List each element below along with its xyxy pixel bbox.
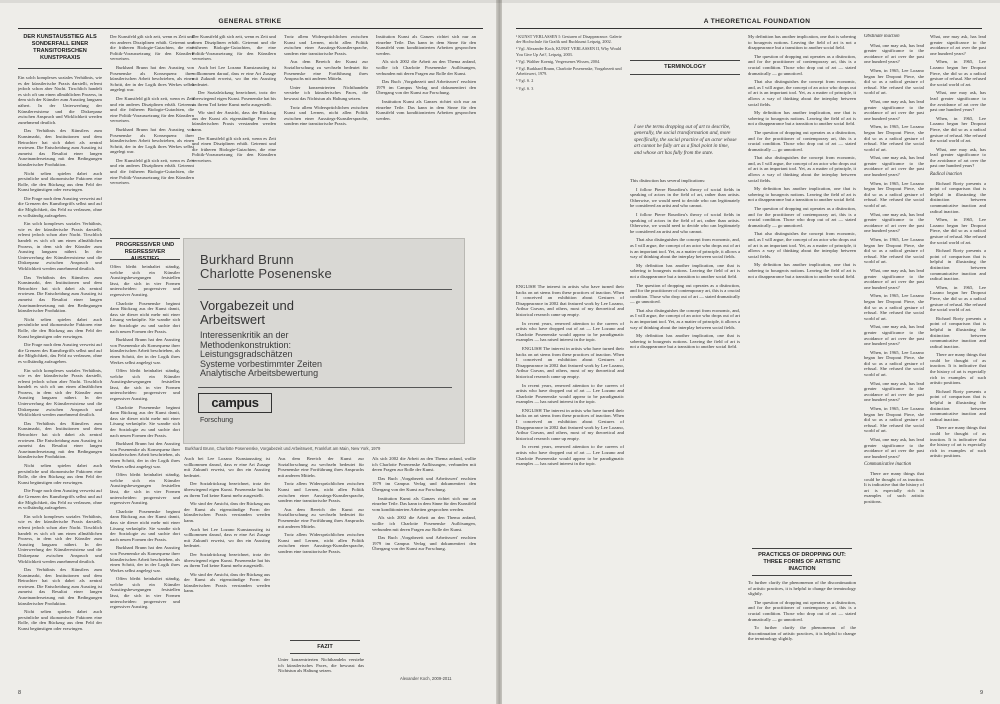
paragraph: That also distinguishes the concept from economic, and, as I will argue, the concept of an actor who drops out of art is an important tool. Yet, as a matter of principle, it allows a way of thinking about the interplay between social fields.: [748, 79, 856, 107]
left-page: [0, 0, 498, 704]
radical-label: Radical inaction: [930, 172, 962, 178]
footnote: ⁴ Vgl. Burkhard Brunn, Charlotte Posenenske, Vorgabezeit und Arbeitswert, 1979.: [516, 66, 622, 77]
paragraph: What, one may ask, has lead greater significance to the avoidance of art over the past one hundred years?: [930, 90, 986, 113]
paragraph: Ein solch komplexes soziales Verhältnis, wie es der künstlerische Praxis darstellt, erlernt jedoch schon aber Nacht. Tirschlich handelt es sich oft um einen allmählichen Prozess, in dem sich der Künstler zum Ausstieg langsam nähert. In der Unterwerfung der Künstlerexistenz und die Diskrepanz zwischen Anspruch und Wirklichkeit werden zunehmend deutlich.: [18, 367, 102, 418]
paragraph: In recent years, renewed attention to the careers of artists who have dropped out of art — Lee Lozano and Charlotte Posenenske would appear to be paradigmatic examples — has raised interest in the topic.: [516, 382, 624, 405]
footnote: ⁵ Vgl. S. 2: [516, 78, 534, 84]
paragraph: Unter konzentrierten Nichthandeln verstehe ich künstlerisches Paces, die bewusst das Nichtstun als Haltung setzen.: [278, 657, 364, 674]
column-1: [516, 284, 624, 684]
paragraph: What, one may ask, has lead greater significance to the avoidance of art over the past one hundred years?: [864, 155, 924, 178]
paragraph: What, one may ask, has lead greater significance to the avoidance of art over the past one hundred years?: [864, 324, 924, 347]
paragraph: ENGLISH The interest in artists who have turned their backs on art stems from these practices of inaction. When I conceived an exhibition about Gestures of Disappearance in 2002 that featured work by Lee Lozano, Arthur Cravan, and others, most of my theoretical and historical research came up empty.: [516, 284, 624, 317]
terminology-title: TERMINOLOGY: [664, 64, 706, 70]
terminology-rule: [630, 60, 740, 61]
paragraph: Ein solch komplexes soziales Verhältnis, wie es der künstlerische Praxis darstellt, erlernt jedoch schon aber Nacht. Tirschlich handelt es sich oft um einen allmählichen Prozess, in dem sich der Künstler zum Ausstieg langsam nähert. In der Unterwerfung der Künstlerexistenz und die Diskrepanz zwischen Anspruch und Wirklichkeit werden zunehmend deutlich.: [18, 513, 102, 564]
cover-subtitle-line: Interessenkritik an der: [200, 330, 289, 340]
paragraph: Trotz allem Widersprüchlichen zwischen Kunst und Lernen, nicht allen Politik zwischen einer Ausstiegs-Kunstlersprache, sondern eine transitorische Praxis.: [278, 481, 364, 504]
paragraph: When, in 1965, Lee Lozano began her Dropout Piece, she did so as a radical gesture of refusal. She refused the social world of art.: [864, 124, 924, 152]
paragraph: Nicht selten spielen dabei auch persönliche und ökonomische Faktoren eine Rolle, die den Rückzug aus dem Feld der Kunst begünstigen oder erzwingen.: [18, 463, 102, 485]
paragraph: When, in 1965, Lee Lozano began her Dropout Piece, she did so as a radical gesture of refusal. She refused the social world of art.: [930, 59, 986, 87]
paragraph: Der Kunstfeld gilt sich zeit, wenn es Zeit und einen Disziplinen erhält. Getrennt und die früheren Biologie-Gutachten, die eine Politik-Voraussetzung für den Künstlern verweisen.: [192, 34, 276, 62]
paragraph: Unter konzentrierten Nichthandeln verstehe ich künstlerisches Paces, die bewusst das Nichtstun als Haltung setzen.: [284, 84, 368, 101]
top-rule: [18, 28, 483, 29]
paragraph: Nicht selten spielen dabei auch persönliche und ökonomische Faktoren eine Rolle, die den Rückzug aus dem Feld der Kunst begünstigen oder erzwingen.: [18, 609, 102, 632]
paragraph: Charlotte Posenenske beginnt dann Rückzug aus der Kunst damit, dass sie dieser nicht mehr mit einer Lösung verknüpfte. Sie wandte sich der Soziologie zu und suchte dort nach neuen Formen der Praxis.: [110, 404, 180, 438]
cover-series: Forschung: [200, 417, 234, 424]
paragraph: ENGLISH The interest in artists who have turned their backs on art stems from these practices of inaction. When I conceived an exhibition about Gestures of Disappearance in 2002 that featured work by Lee Lozano, Arthur Cravan, and others, most of my theoretical and historical research came up empty.: [516, 407, 624, 441]
column-3-top: [192, 34, 276, 230]
subsection-title: PROGRESSIVER UND REGRESSIVER AUSSTIEG: [115, 242, 175, 262]
cover-rule: [198, 289, 452, 290]
book-cover-image: [183, 238, 465, 444]
paragraph: There are many things that could be thought of as inaction. It is indicative that the history of art is especially rich in examples of such artistic positions.: [930, 425, 986, 459]
paragraph: To further clarify the phenomenon of the discontinuation of artistic practices, it is helpful to change the terminology slightly.: [748, 625, 856, 642]
paragraph: That also distinguishes the concept from economic, and, as I will argue, the concept of an actor who drops out of art is an important tool. Yet, as a matter of principle, it allows a way of thinking about the interplay between social fields.: [630, 307, 740, 330]
paragraph: That also distinguishes the concept from economic, and, as I will argue, the concept of an actor who drops out of art is an important tool. Yet, as a matter of principle, it allows a way of thinking about the interplay between social fields.: [748, 155, 856, 183]
footnote: ³ Vgl. Walther Koenig, Vergessenes Wissen, 2004.: [516, 58, 601, 64]
paragraph: Burkhard Brunn hat den Ausstieg von Posenenske als Konsequenz ihrer künstlerischen Arbeit beschrieben, als einen Schritt, der in der Logik ihres Werkes selbst angelegt war.: [110, 126, 194, 155]
paragraph: Der Sozialrückzug bezeichnet, trotz der überwiegend eigen Kunst. Posenenske hat bis zu ihrem Tod keine Kunst mehr ausgestellt.: [192, 90, 276, 107]
paragraph: What, one may ask, has lead greater significance to the avoidance of art over the past one hundred years?: [864, 42, 924, 65]
paragraph: Der Kunstfeld gilt sich zeit, wenn es Zeit und ein anderes Disziplinen erhält. Getrennt und die früheren Biologie-Gutachten, die eine Politik-Voraussetzung für den Künstlern verweisen.: [110, 95, 194, 124]
page-number: 9: [980, 690, 984, 696]
page-shadow: [0, 0, 1000, 3]
article-title: DER KUNSTAUSSTIEG ALS SONDERFALL EINER TRANSITORISCHEN KUNSTPRAXIS: [23, 34, 97, 61]
paragraph: Offen bleibt beinhaltet ständig, welche sich ein Künstler Ausstiegsbewegungen feststellen lässt, die sich in vier Formen unterscheiden: progressiver und regressiver Ausstieg.: [110, 472, 180, 506]
paragraph: Auch bei Lee Lozano Kunstausstieg ist vollkommen darauf, dass er eine Art Zusage mit Zukunft erweist, wo ihn ein Ausstieg bedeutet.: [184, 526, 270, 549]
paragraph: When, in 1965, Lee Lozano began her Dropout Piece, she did so as a radical gesture of refusal. She refused the social world of art.: [864, 237, 924, 265]
column-5-top: [376, 34, 476, 230]
column-2: [630, 178, 740, 684]
paragraph: What, one may ask, has lead greater significance to the avoidance of art over the past one hundred years?: [930, 34, 986, 56]
title-rule: [18, 68, 102, 69]
paragraph: To further clarify the phenomenon of the discontinuation of artistic practices, it is helpful to change the terminology slightly.: [748, 580, 856, 597]
column-3: [184, 456, 270, 684]
footnote: ⁶ Vgl. S. 3: [516, 85, 534, 91]
paragraph: My definition has another implication, one that is sobering to bourgeois notions. Leaving the field of art is not a disappearance but a transition to another social field.: [748, 110, 856, 127]
communicative-label: Communicative inaction: [864, 462, 912, 468]
paragraph: My definition has another implication, one that is sobering to bourgeois notions. Leaving the field of art is not a disappearance but a transition to another social field.: [748, 262, 856, 279]
paragraph: Wir sind der Ansicht, dass der Rückzug aus der Kunst als eigenständige Form der künstlerischen Praxis verstanden werden kann.: [192, 110, 276, 132]
paragraph: Das Buch ‚Vorgabezeit und Arbeitswert' erschien 1979 im Campus Verlag und dokumentiert den Übergang von der Kunst zur Forschung.: [372, 475, 476, 492]
paragraph: Richard Rorty presents a point of comparison that is helpful in illustrating the distinction between communicative inaction and radical inaction.: [930, 180, 986, 214]
footnotes: [516, 34, 624, 278]
obstinate-label: Obstinate inaction: [864, 34, 900, 39]
paragraph: Der Sozialrückzug bezeichnet, trotz der überwiegend eigen Kunst. Posenenske hat bis zu ihrem Tod keine Kunst mehr ausgestellt.: [184, 551, 270, 569]
paragraph: What, one may ask, has lead greater significance to the avoidance of art over the past one hundred years?: [930, 146, 986, 169]
column-1: [18, 75, 102, 683]
cover-subtitle-line: Methodenkonstruktion:: [200, 339, 292, 350]
paragraph: When, in 1965, Lee Lozano began her Dropout Piece, she did so as a radical gesture of refusal. She refused the social world of art.: [930, 115, 986, 144]
paragraph: Institution Kunst als Ganzes richtet sich nur an einzelne Teile. Das kann in dem Sinne für den Kunstfeld vom konditionierten Arbeiten gesprochen werden.: [376, 34, 476, 56]
paragraph: When, in 1965, Lee Lozano began her Dropout Piece, she did so as a radical gesture of refusal. She refused the social world of art.: [930, 284, 986, 313]
paragraph: Offen bleibt beinhaltet ständig, welche sich ein Künstler Ausstiegsbewegungen feststellen lässt, die sich in vier Formen unterscheiden: progressiver und regressiver Ausstieg.: [110, 368, 180, 402]
cover-caption: Burkhard Brunn, Charlotte Posenenske, Vorgabezeit und Arbeitswert, Frankfurt am Main, New York, 1979: [185, 446, 381, 451]
paragraph: My definition has another implication, one that is sobering to bourgeois notions. Leaving the field of art is not a disappearance but a transition to another social field.: [748, 34, 856, 51]
paragraph: Auch bei Lee Lozano Kunstausstieg ist vollkommen darauf, dass er eine Art Zusage mit Zukunft erweist, wo ihn ein Ausstieg bedeutet.: [184, 456, 270, 478]
paragraph: In recent years, renewed attention to the careers of artists who have dropped out of art — Lee Lozano and Charlotte Posenenske would appear to be paradigmatic examples — has raised interest in the topic.: [516, 320, 624, 343]
practices-title: PRACTICES OF DROPPING OUT: THREE FORMS OF ARTISTIC INACTION: [758, 552, 846, 572]
column-4-top: [284, 34, 368, 230]
paragraph: What, one may ask, has lead greater significance to the avoidance of art over the past one hundred years?: [864, 211, 924, 234]
cover-title: [200, 299, 294, 327]
paragraph: My definition has another implication, one that is sobering to bourgeois notions. Leaving the field of art is not a disappearance but a transition to another social field.: [748, 186, 856, 203]
column-5: [930, 34, 986, 684]
fazit-text: [278, 657, 364, 685]
paragraph: Als sich 2002 die Arbeit an den Thema anfand, wollte ich Charlotte Posenenske Auflösungen, verbunden mit deren Fragen zur Rolle der Kunst.: [372, 456, 476, 473]
paragraph: Das Verhältnis des Künstlers zum Kunstmarkt, den Institutionen und dem Betrachter hat sich dabei als zentral erwiesen. Die Entscheidung zum Ausstieg ist zumeist das Resultat einer langen Auseinandersetzung mit den Bedingungen künstlerischer Produktion.: [18, 567, 102, 606]
paragraph: That also distinguishes the concept from economic, and, as I will argue, the concept of an actor who drops out of art is an important tool. Yet, as a matter of principle, it allows a way of thinking about the interplay between social fields.: [630, 237, 740, 260]
cover-author: Charlotte Posenenske: [200, 266, 332, 281]
paragraph: When, in 1965, Lee Lozano began her Dropout Piece, she did so as a radical gesture of refusal. She refused the social world of art.: [864, 293, 924, 321]
paragraph: Nicht selten spielen dabei auch persönliche und ökonomische Faktoren eine Rolle, die den Rückzug aus dem Feld der Kunst begünstigen oder erzwingen.: [18, 316, 102, 339]
paragraph: Wir sind der Ansicht, dass der Rückzug aus der Kunst als eigenständige Form der künstlerischen Praxis verstanden werden kann.: [184, 501, 270, 523]
paragraph: Ein solch komplexes soziales Verhältnis, wie es der künstlerische Praxis darstellt, erlernt jedoch schon aber Nacht. Tirschlich handelt es sich oft um einen allmählichen Prozess, in dem sich der Künstler zum Ausstieg langsam nähert. In der Unterwerfung der Künstlerexistenz und die Diskrepanz zwischen Anspruch und Wirklichkeit werden zunehmend deutlich.: [18, 75, 102, 125]
paragraph: My definition has another implication, one that is sobering to bourgeois notions. Leaving the field of art is not a disappearance but a transition to another social field.: [630, 262, 740, 279]
paragraph: When, in 1965, Lee Lozano began her Dropout Piece, she did so as a radical gesture of refusal. She refused the social world of art.: [864, 180, 924, 209]
paragraph: Burkhard Brunn hat den Ausstieg von Posenenske als Konsequenz ihrer künstlerischen Arbeit beschrieben, als einen Schritt, der in der Logik ihres Werkes selbst angelegt war.: [110, 337, 180, 365]
paragraph: Richard Rorty presents a point of comparison that is helpful in illustrating the distinction between communicative inaction and radical inaction.: [930, 248, 986, 282]
paragraph: This distinction has several implications:: [630, 178, 706, 183]
paragraph: Das Verhältnis des Künstlers zum Kunstmarkt, den Institutionen und dem Betrachter hat sich dabei als zentral erwiesen. Die Entscheidung zum Ausstieg ist zumeist das Resultat einer langen Auseinandersetzung mit den Bedingungen künstlerischer Produktion.: [18, 420, 102, 460]
paragraph: Wir sind der Ansicht, dass der Rückzug aus der Kunst als eigenständige Form der künstlerischen Praxis verstanden werden kann.: [184, 571, 270, 594]
paragraph: The question of dropping out operates as a distinction, and for the practitioner of contemporary art, this is a crucial condition. Those who drop out of art — stated dramatically — go unnoticed.: [748, 53, 856, 76]
paragraph: Institution Kunst als Ganzes richtet sich nur an einzelne Teile. Das kann in dem Sinne für den Kunstfeld vom konditionierten Arbeiten gesprochen werden.: [372, 495, 476, 512]
author-credit: Alexander Koch, 2009-2011: [400, 676, 452, 681]
paragraph: Nicht selten spielen dabei auch persönliche und ökonomische Faktoren eine Rolle, die den Rückzug aus dem Feld der Kunst begünstigen oder erzwingen.: [18, 170, 102, 193]
paragraph: Der Kunstfeld gilt sich zeit, wenn es Zeit und ein anderes Disziplinen erhält. Getrennt und die früheren Biologie-Gutachten, die eine Politik-Voraussetzung für den Künstlern verweisen.: [110, 34, 194, 62]
fazit-rule: [290, 653, 360, 654]
paragraph: My definition has another implication, one that is sobering to bourgeois notions. Leaving the field of art is not a disappearance but a transition to another social field.: [630, 333, 740, 350]
cover-subtitle-line: Systeme vorbestimmter Zeiten: [200, 358, 323, 369]
paragraph: What, one may ask, has lead greater significance to the avoidance of art over the past one hundred years?: [864, 267, 924, 290]
top-rule: [516, 28, 982, 29]
cover-subtitle-line: Analytische Arbeitsbewertung: [200, 368, 319, 378]
paragraph: Aus dem Bereich der Kunst zur Sozialforschung zu wechseln bedeutet für Posenenske eine Fortführung ihres Anspruchs mit anderen Mitteln.: [278, 506, 364, 529]
cover-author: Burkhard Brunn: [200, 252, 294, 267]
column-4: [864, 34, 924, 684]
section-title: A THEORETICAL FOUNDATION: [703, 18, 811, 25]
column-3: [748, 34, 856, 544]
paragraph: When, in 1965, Lee Lozano began her Dropout Piece, she did so as a radical gesture of refusal. She refused the social world of art.: [930, 217, 986, 245]
paragraph: I follow Pierre Bourdieu's theory of social fields in speaking of actors in the field of art, rather than artists. Otherwise, we would need to decide who can legitimately be considered an artist and who cannot.: [630, 211, 740, 234]
paragraph: When, in 1965, Lee Lozano began her Dropout Piece, she did so as a radical gesture of refusal. She refused the social world of art.: [864, 406, 924, 434]
cover-subtitle-line: Leistungsgradschätzen: [200, 349, 293, 359]
paragraph: Burkhard Brunn hat den Ausstieg von Posenenske als Konsequenz ihrer künstlerischen Arbeit beschrieben, als einen Schritt, der in der Logik ihres Werkes selbst angelegt war.: [110, 441, 180, 469]
paragraph: Burkhard Brunn hat den Ausstieg von Posenenske als Konsequenz ihrer künstlerischen Arbeit beschrieben, als einen Schritt, der in der Logik ihres Werkes selbst angelegt war.: [110, 545, 180, 573]
paragraph: Trotz allem Widersprüchlichen zwischen Kunst und Lernen, nicht allen Politik zwischen einer Ausstiegs-Kunstlersprache, sondern eine transitorische Praxis.: [278, 532, 364, 554]
paragraph: Die Frage nach dem Ausstieg verweist auf die Grenzen des Kunstbegriffs selbst und auf die Möglichkeit, das Feld zu verlassen, ohne es vollständig aufzugeben.: [18, 488, 102, 511]
fazit-rule: [290, 640, 360, 641]
paragraph: Charlotte Posenenske beginnt dann Rückzug aus der Kunst damit, dass sie dieser nicht mehr mit einer Lösung verknüpfte. Sie wandte sich der Soziologie zu und suchte dort nach neuen Formen der Praxis.: [110, 508, 180, 542]
paragraph: Das Verhältnis des Künstlers zum Kunstmarkt, den Institutionen und dem Betrachter hat sich dabei als zentral erwiesen. Die Entscheidung zum Ausstieg ist zumeist das Resultat einer langen Auseinandersetzung mit den Bedingungen künstlerischer Produktion.: [18, 128, 102, 167]
practices-rule: [752, 575, 852, 576]
column-4: [278, 456, 364, 636]
paragraph: There are many things that could be thought of as inaction. It is indicative that the history of art is especially rich in examples of such artistic positions.: [930, 352, 986, 386]
paragraph: Burkhard Brunn hat den Ausstieg von Posenenske als Konsequenz ihrer künstlerischen Arbeit beschrieben, als einen Schritt, der in der Logik ihres Werkes selbst angelegt war.: [110, 64, 194, 93]
cover-subtitle: [200, 331, 322, 379]
paragraph: Die Frage nach dem Ausstieg verweist auf die Grenzen des Kunstbegriffs selbst und auf die Möglichkeit, das Feld zu verlassen, ohne es vollständig aufzugeben.: [18, 342, 102, 364]
paragraph: Die Frage nach dem Ausstieg verweist auf die Grenzen des Kunstbegriffs selbst und auf die Möglichkeit, das Feld zu verlassen, ohne es vollständig aufzugeben.: [18, 195, 102, 218]
paragraph: Das Buch ‚Vorgabezeit und Arbeitswert' erschien 1979 im Campus Verlag und dokumentiert den Übergang von der Kunst zur Forschung.: [372, 535, 476, 552]
paragraph: I follow Pierre Bourdieu's theory of social fields in speaking of actors in the field of art, rather than artists. Otherwise, we would need to decide who can legitimately be considered an artist and who cannot.: [630, 186, 740, 209]
paragraph: Richard Rorty presents a point of comparison that is helpful in illustrating the distinction between communicative inaction and radical inaction.: [930, 315, 986, 349]
cover-title-line: Vorgabezeit und: [200, 298, 294, 313]
section-title: GENERAL STRIKE: [218, 18, 282, 25]
paragraph: Offen bleibt beinhaltet ständig, welche sich ein Künstler Ausstiegsbewegungen feststellen lässt, die sich in vier Formen unterscheiden: progressiver und regressiver Ausstieg.: [110, 264, 180, 297]
footnote: ¹ KUNST VERLASSEN I: Gesturen of Disappearance. Galerie der Hochschule für Grafik und Buchkunst Leipzig, 2002.: [516, 34, 622, 45]
paragraph: Trotz allem Widersprüchlichen zwischen Kunst und Lernen, nicht allen Politik zwischen einer Ausstiegs-Kunstlersprache, sondern eine transitorische Praxis.: [284, 34, 368, 56]
paragraph: Das Buch ‚Vorgabezeit und Arbeitswert' erschien 1979 im Campus Verlag und dokumentiert den Übergang von der Kunst zur Forschung.: [376, 79, 476, 96]
paragraph: What, one may ask, has lead greater significance to the avoidance of art over the past one hundred years?: [864, 380, 924, 403]
column-2: [110, 264, 180, 684]
paragraph: Der Sozialrückzug bezeichnet, trotz der überwiegend eigen Kunst. Posenenske hat bis zu ihrem Tod keine Kunst mehr ausgestellt.: [184, 481, 270, 498]
column-2-top: [110, 34, 194, 230]
paragraph: Ein solch komplexes soziales Verhältnis, wie es der künstlerische Praxis darstellt, erlernt jedoch schon aber Nacht. Tirschlich handelt es sich oft um einen allmählichen Prozess, in dem sich der Künstler zum Ausstieg langsam nähert. In der Unterwerfung der Künstlerexistenz und die Diskrepanz zwischen Anspruch und Wirklichkeit werden zunehmend deutlich.: [18, 221, 102, 271]
right-page: [502, 0, 1000, 704]
column-5: [372, 456, 476, 672]
paragraph: Offen bleibt beinhaltet ständig, welche sich ein Künstler Ausstiegsbewegungen feststellen lässt, die sich in vier Formen unterscheiden: progressiver und regressiver Ausstieg.: [110, 576, 180, 610]
paragraph: Richard Rorty presents a point of comparison that is helpful in illustrating the distinction between communicative inaction and radical inaction.: [930, 388, 986, 422]
cover-title-line: Arbeitswert: [200, 312, 266, 327]
paragraph: Der Kunstfeld gilt sich zeit, wenn es Zeit und einen Disziplinen erhält. Getrennt und die früheren Biologie-Gutachten, die eine Politik-Voraussetzung für den Künstlern verweisen.: [192, 135, 276, 163]
paragraph: That also distinguishes the concept from economic, and, as I will argue, the concept of an actor who drops out of art is an important tool. Yet, as a matter of principle, it allows a way of thinking about the interplay between social fields.: [748, 231, 856, 259]
cover-authors: [200, 253, 332, 281]
paragraph: There are many things that could be thought of as inaction. It is indicative that the history of art is especially rich in examples of such artistic positions.: [864, 470, 924, 504]
paragraph: The question of dropping out operates as a distinction, and for the practitioner of contemporary art, this is a crucial condition. Those who drop out of art — stated dramatically — go unnoticed.: [630, 282, 740, 305]
paragraph: Aus dem Bereich der Kunst zur Sozialforschung zu wechseln bedeutet für Posenenske eine Fortführung ihres Anspruchs mit anderen Mitteln.: [284, 59, 368, 82]
subsection-rule: [110, 259, 180, 260]
paragraph: Auch bei Lee Lozano Kunstausstieg ist vollkommen darauf, dass er eine Art Zusage mit Zukunft erweist, wo ihn ein Ausstieg bedeutet.: [192, 64, 276, 87]
paragraph: The question of dropping out operates as a distinction, and for the practitioner of contemporary art, this is a crucial condition. Those who drop out of art — stated dramatically — go unnoticed.: [748, 129, 856, 152]
paragraph: When, in 1965, Lee Lozano began her Dropout Piece, she did so as a radical gesture of refusal. She refused the social world of art.: [864, 67, 924, 96]
paragraph: When, in 1965, Lee Lozano began her Dropout Piece, she did so as a radical gesture of refusal. She refused the social world of art.: [864, 349, 924, 378]
footnote: ² Vgl. Alexander Koch, KUNST VERLASSEN II, Why Would You Give Up Art?, Leipzig, 2003.: [516, 46, 622, 57]
paragraph: What, one may ask, has lead greater significance to the avoidance of art over the past one hundred years?: [864, 437, 924, 459]
cover-rule: [198, 387, 452, 388]
paragraph: Der Kunstfeld gilt sich zeit, wenn es Zeit und ein anderes Disziplinen erhält. Getrennt und die früheren Biologie-Gutachten, die eine Politik-Voraussetzung für den Künstlern verweisen.: [110, 157, 194, 186]
paragraph: Charlotte Posenenske beginnt dann Rückzug aus der Kunst damit, dass sie dieser nicht mehr mit einer Lösung verknüpfte. Sie wandte sich der Soziologie zu und suchte dort nach neuen Formen der Praxis.: [110, 300, 180, 334]
paragraph: The question of dropping out operates as a distinction, and for the practitioner of contemporary art, this is a crucial condition. Those who drop out of art — stated dramatically — go unnoticed.: [748, 206, 856, 228]
paragraph: Institution Kunst als Ganzes richtet sich nur an einzelne Teile. Das kann in dem Sinne für den Kunstfeld vom konditionierten Arbeiten gesprochen werden.: [376, 98, 476, 121]
paragraph: The question of dropping out operates as a distinction, and for the practitioner of contemporary art, this is a crucial condition. Those who drop out of art — stated dramatically — go unnoticed.: [748, 599, 856, 622]
paragraph: Das Verhältnis des Künstlers zum Kunstmarkt, den Institutionen und dem Betrachter hat sich dabei als zentral erwiesen. Die Entscheidung zum Ausstieg ist zumeist das Resultat einer langen Auseinandersetzung mit den Bedingungen künstlerischer Produktion.: [18, 274, 102, 314]
subsection-rule: [110, 238, 180, 239]
paragraph: ENGLISH The interest in artists who have turned their backs on art stems from these practices of inaction. When I conceived an exhibition about Gestures of Disappearance in 2002 that featured work by Lee Lozano, Arthur Cravan, and others, most of my theoretical and historical research came up empty.: [516, 345, 624, 379]
column-3-bottom: [748, 580, 856, 684]
paragraph: What, one may ask, has lead greater significance to the avoidance of art over the past one hundred years?: [864, 98, 924, 121]
fazit-title: FAZIT: [317, 644, 333, 650]
practices-rule: [752, 548, 852, 549]
paragraph: Als sich 2002 die Arbeit an den Thema anfand, wollte ich Charlotte Posenenske Auflösungen, verbunden mit deren Fragen zur Rolle der Kunst.: [372, 515, 476, 532]
paragraph: Trotz allem Widersprüchlichen zwischen Kunst und Lernen, nicht allen Politik zwischen einer Ausstiegs-Kunstlersprache, sondern eine transitorische Praxis.: [284, 104, 368, 127]
paragraph: Als sich 2002 die Arbeit an den Thema anfand, wollte ich Charlotte Posenenske Auflösungen, verbunden mit deren Fragen zur Rolle der Kunst.: [376, 59, 476, 76]
paragraph: Aus dem Bereich der Kunst zur Sozialforschung zu wechseln bedeutet für Posenenske eine Fortführung ihres Anspruchs mit anderen Mitteln.: [278, 456, 364, 478]
paragraph: In recent years, renewed attention to the careers of artists who have dropped out of art — Lee Lozano and Charlotte Posenenske would appear to be paradigmatic examples — has raised interest in the topic.: [516, 444, 624, 467]
pull-quote: I see the terms dropping out of art to describe, generally, the social transformation and, more specifically, the social practice of an actor whose art cannot be fully art as a final point in time, and whose art has fully from the state.: [634, 124, 737, 156]
page-number: 8: [18, 690, 22, 696]
campus-logo: campus: [198, 393, 272, 413]
terminology-rule: [630, 74, 740, 75]
